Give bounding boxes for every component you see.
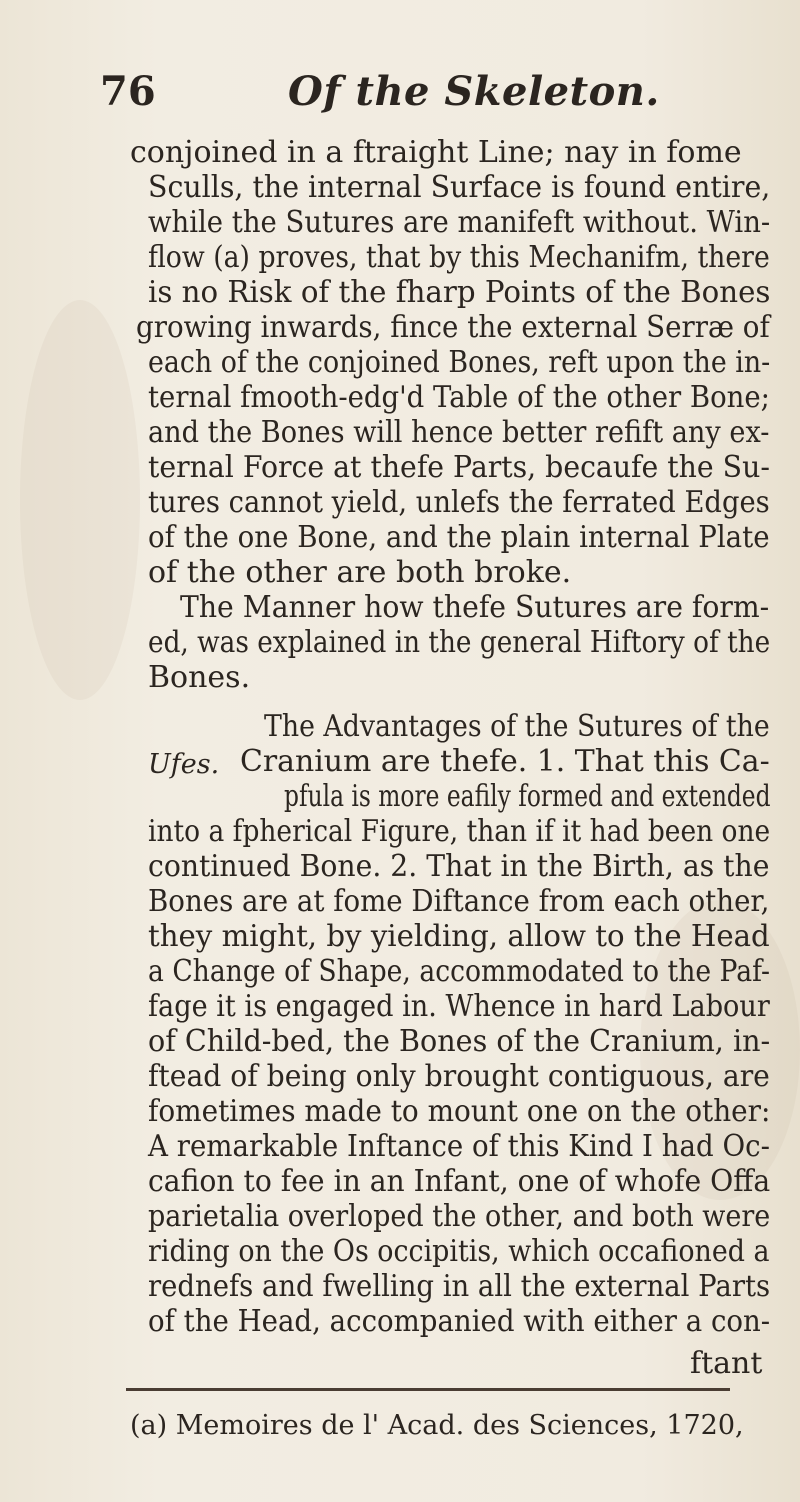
text-line: riding on the Os occipitis, which occafioned a [148,1234,770,1269]
text-line: rednefs and fwelling in all the external Parts [148,1269,771,1304]
text-line: of Child-bed, the Bones of the Cranium, in- [148,1024,771,1059]
text-line: parietalia overloped the other, and both were [148,1199,771,1234]
text-line: tures cannot yield, unlefs the ferrated Edges [148,485,770,520]
text-line: fometimes made to mount one on the other: [148,1094,771,1129]
text-line: while the Sutures are manifeft without. Win- [148,205,771,240]
text-line: a Change of Shape, accommodated to the Paf- [148,954,771,989]
text-line: Bones are at fome Diftance from each other, [148,884,770,919]
text-line: of the other are both broke. [148,555,572,590]
catchword: ftant [690,1346,763,1381]
text-line: Cranium are thefe. 1. That this Ca- [240,744,770,779]
footnote-rule [126,1388,730,1391]
text-line: flow (a) proves, that by this Mechanifm, there [148,240,770,275]
text-line: is no Risk of the fharp Points of the Bones [148,275,771,310]
paper-stain [20,300,140,700]
text-line: fage it is engaged in. Whence in hard Labour [148,989,770,1024]
text-line: ternal fmooth-edg'd Table of the other Bone; [148,380,770,415]
text-line: they might, by yielding, allow to the Head [148,919,770,954]
text-line: ternal Force at thefe Parts, becaufe the Su- [148,450,770,485]
text-line: continued Bone. 2. That in the Birth, as the [148,849,770,884]
text-line: ftead of being only brought contiguous, are [148,1059,770,1094]
page-number: 76 [100,68,156,115]
text-line: ed, was explained in the general Hiftory of the [148,625,771,660]
text-line: cafion to fee in an Infant, one of whofe Offa [148,1164,771,1199]
footnote: (a) Memoires de l' Acad. des Sciences, 1720, [130,1410,744,1441]
text-line: pfula is more eafily formed and extended [284,779,771,814]
text-line: each of the conjoined Bones, reft upon the in- [148,345,771,380]
page-header [100,68,740,128]
text-line: The Manner how thefe Sutures are form- [180,590,770,625]
margin-note: Ufes. [148,749,220,780]
text-line: of the Head, accompanied with either a con- [148,1304,771,1339]
text-line: and the Bones will hence better refift any ex- [148,415,770,450]
text-line: The Advantages of the Sutures of the [264,709,770,744]
text-line: growing inwards, fince the external Serræ of [136,310,770,345]
text-line: conjoined in a ftraight Line; nay in fome [130,135,742,170]
running-head: Of the Skeleton. [288,68,660,115]
text-line: A remarkable Inftance of this Kind I had Oc- [148,1129,770,1164]
text-line: into a fpherical Figure, than if it had been one [148,814,771,849]
text-line: Bones. [148,660,251,695]
text-line: Sculls, the internal Surface is found entire, [148,170,771,205]
text-line: of the one Bone, and the plain internal Plate [148,520,770,555]
